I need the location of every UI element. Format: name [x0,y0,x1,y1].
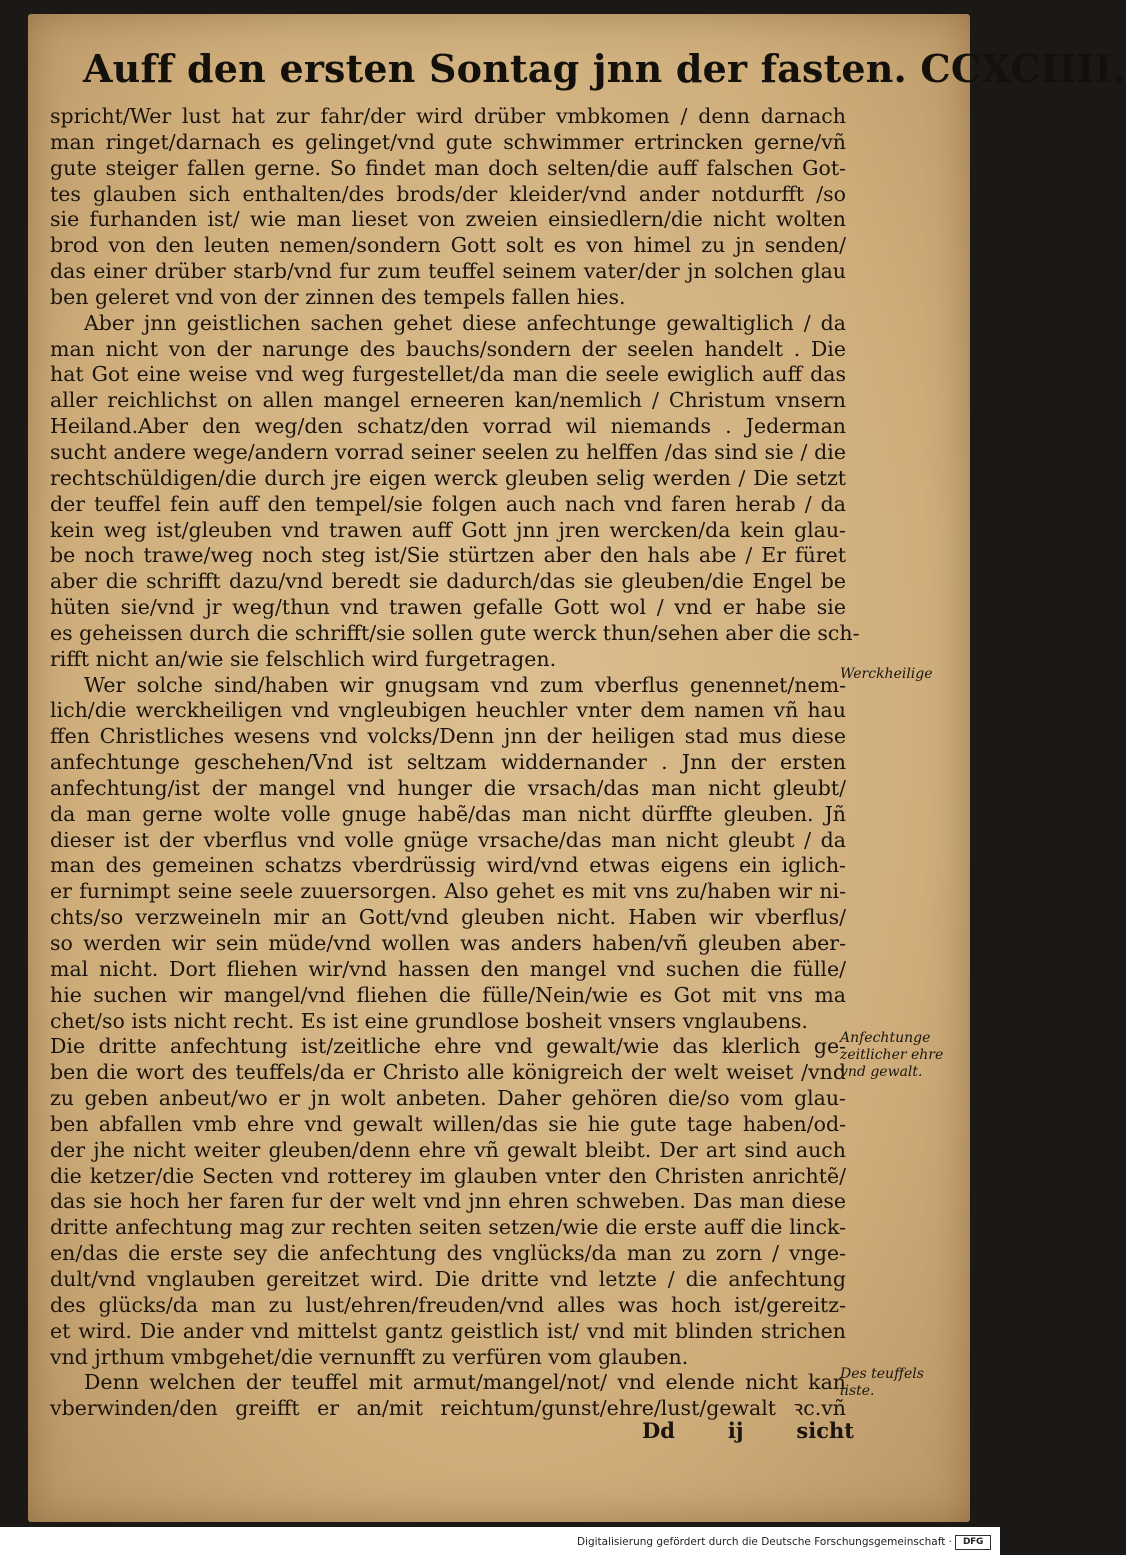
text-line: hat Got eine weise vnd weg furgestellet/da man die seele ewiglich auff das [50,362,846,387]
text-line: chet/so ists nicht recht. Es ist eine grundlose bosheit vnsers vnglaubens. [50,1008,808,1033]
text-line: spricht/Wer lust hat zur fahr/der wird drüber vmbkomen / denn darnach [50,104,846,128]
text-line: ben die wort des teuffels/da er Christo alle königreich der welt weiset /vnd [50,1060,846,1085]
catchword: sicht [796,1418,854,1443]
text-line: er furnimpt seine seele zuuersorgen. Also gehet es mit vns zu/haben wir ni- [50,879,846,904]
margin-note: Des teuffels liste. [840,1366,924,1399]
text-line: der jhe nicht weiter gleuben/denn ehre vñ gewalt bleibt. Der art sind auch [50,1137,846,1162]
text-line: rechtschüldigen/die durch jre eigen werck gleuben selig werden / Die setzt [50,465,846,490]
text-line: tes glauben sich enthalten/des brods/der kleider/vnd ander notdurfft /so [50,181,846,206]
text-line: der teuffel fein auff den tempel/sie folgen auch nach vnd faren herab / da [50,491,846,516]
page-header: Auff den ersten Sontag jnn der fasten. CCXCIIII. [83,46,1126,91]
text-line: sie furhanden ist/ wie man lieset von zweien einsiedlern/die nicht wolten [50,207,846,232]
footer-bar [0,1527,1000,1555]
text-line: mal nicht. Dort fliehen wir/vnd hassen den mangel vnd suchen die fülle/ [50,956,846,981]
text-line: Aber jnn geistlichen sachen gehet diese anfechtunge gewaltiglich / da [84,310,846,335]
text-line: es geheissen durch die schrifft/sie sollen gute werck thun/sehen aber die sch- [50,620,860,645]
text-line: ffen Christliches wesens vnd volcks/Denn jnn der heiligen stad mus diese [50,724,846,749]
text-line: kein weg ist/gleuben vnd trawen auff Gott jnn jren wercken/da kein glau- [50,517,846,542]
text-line: das sie hoch her faren fur der welt vnd jnn ehren schweben. Das man diese [50,1189,846,1214]
text-line: Denn welchen der teuffel mit armut/mangel/not/ vnd elende nicht kan [84,1370,846,1395]
text-line: vnd jrthum vmbgehet/die vernunfft zu verfüren vom glauben. [50,1344,689,1369]
book-page [28,14,1126,1522]
signature-number: ij [727,1418,744,1443]
text-line: be noch trawe/weg noch steg ist/Sie stürtzen aber den hals abe / Er füret [50,543,846,568]
text-line: brod von den leuten nemen/sondern Gott solt es von himel zu jn senden/ [50,233,846,258]
dfg-logo: DFG [955,1535,991,1550]
text-line: das einer drüber starb/vnd fur zum teuffel seinem vater/der jn solchen glau [50,259,846,284]
text-line: ben geleret vnd von der zinnen des tempels fallen hies. [50,284,626,309]
text-line: dult/vnd vnglauben gereitzet wird. Die dritte vnd letzte / die anfechtung [50,1266,846,1291]
body-text [50,104,860,1422]
text-line: chts/so verzweineln mir an Gott/vnd gleuben nicht. Haben wir vberflus/ [50,905,846,930]
text-line: dritte anfechtung mag zur rechten seiten setzen/wie die erste auff die linck- [50,1215,846,1240]
text-line: gute steiger fallen gerne. So findet man doch selten/die auff falschen Got- [50,155,846,180]
text-line: so werden wir sein müde/vnd wollen was anders haben/vñ gleuben aber- [50,931,846,955]
text-line: lich/die werckheiligen vnd vngleubigen heuchler vnter dem namen vñ hau [50,698,846,723]
text-line: vberwinden/den greifft er an/mit reichtum/gunst/ehre/lust/gewalt ꝛc.vñ [50,1396,846,1421]
text-line: zu geben anbeut/wo er jn wolt anbeten. Daher gehören die/so vom glau- [50,1086,846,1111]
text-line: die ketzer/die Secten vnd rotterey im glauben vnter den Christen anrichtẽ/ [50,1163,846,1188]
text-line: dieser ist der vberflus vnd volle gnüge vrsache/das man nicht gleubt / da [50,827,846,852]
margin-note: Werckheilige [840,666,933,682]
text-line: sucht andere wege/andern vorrad seiner seelen zu helffen /das sind sie / die [50,439,846,464]
text-line: des glücks/da man zu lust/ehren/freuden/vnd alles was hoch ist/gereitz- [50,1292,846,1317]
text-line: hüten sie/vnd jr weg/thun vnd trawen gefalle Gott wol / vnd er habe sie [50,595,846,620]
text-line: man des gemeinen schatzs vberdrüssig wird/vnd etwas eigens ein iglich- [50,853,846,878]
text-line: en/das die erste sey die anfechtung des vnglücks/da man zu zorn / vnge- [50,1241,846,1266]
text-line: da man gerne wolte volle gnuge habẽ/das man nicht dürffte gleuben. Jñ [50,801,846,826]
text-line: anfechtung/ist der mangel vnd hunger die vrsach/das man nicht gleubt/ [50,775,846,800]
text-line: et wird. Die ander vnd mittelst gantz geistlich ist/ vnd mit blinden strichen [50,1318,846,1343]
margin-note: Anfechtunge zeitlicher ehre vnd gewalt. [840,1030,944,1080]
text-line: aber die schrifft dazu/vnd beredt sie dadurch/das sie gleuben/die Engel be [50,569,846,594]
signature-line [642,1418,854,1443]
text-line: rifft nicht an/wie sie felschlich wird furgetragen. [50,646,557,671]
text-line: Wer solche sind/haben wir gnugsam vnd zum vberflus genennet/nem- [84,672,846,697]
text-line: Heiland.Aber den weg/den schatz/den vorrad wil niemands . Jederman [50,414,846,439]
text-line: ben abfallen vmb ehre vnd gewalt willen/das sie hie gute tage haben/od- [50,1111,846,1136]
text-line: man ringet/darnach es gelinget/vnd gute schwimmer ertrincken gerne/vñ [50,129,846,154]
text-line: anfechtunge geschehen/Vnd ist seltzam widdernander . Jnn der ersten [50,750,846,775]
text-line: aller reichlichst on allen mangel erneeren kan/nemlich / Christum vnsern [50,388,846,413]
signature-mark: Dd [642,1418,675,1443]
text-line: man nicht von der narunge des bauchs/sondern der seelen handelt . Die [50,336,846,361]
footer-credit: Digitalisierung gefördert durch die Deutsche Forschungsgemeinschaft · [576,1536,952,1548]
text-line: Die dritte anfechtung ist/zeitliche ehre vnd gewalt/wie das klerlich ge- [50,1034,846,1059]
text-line: hie suchen wir mangel/vnd fliehen die fülle/Nein/wie es Got mit vns ma [50,982,846,1007]
